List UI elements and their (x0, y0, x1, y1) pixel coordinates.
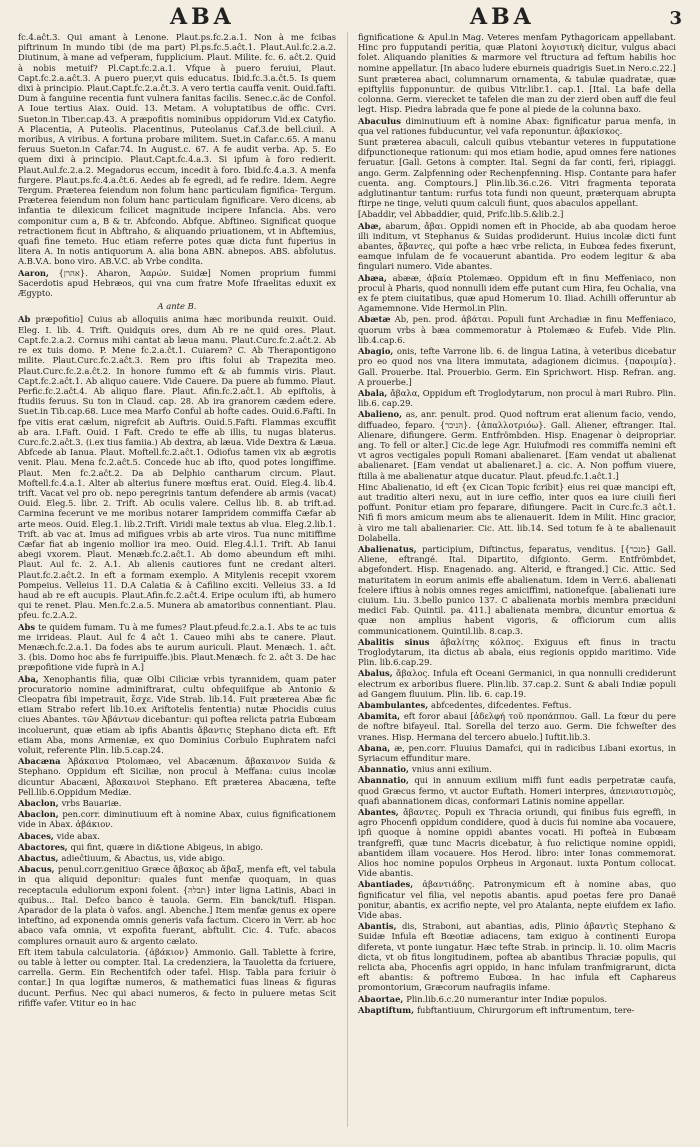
dictionary-entry (358, 711, 676, 742)
entry-text: Sunt præterea abaci, columnarum ornamenta, & tabulæ quadratæ, quæ epiftyliis fupponuntur. de quibus Vitr.libr.1. cap.1. [Ital. La bafe della colonna. Germ. vierecket te tafelen die man zu der zierd oben auff die feul legt. Hisp. Piedra labrada que fe pone al piede de la colunna baxo. (358, 73, 676, 115)
entry-headword: Abantes, (358, 807, 404, 818)
running-head-right: ABA (470, 4, 535, 30)
dictionary-entry (358, 775, 676, 806)
dictionary-entry (358, 994, 676, 1004)
entry-headword: Abaptiftum, (358, 1004, 417, 1015)
entry-headword: Abalienatus, (358, 543, 423, 554)
entry-text: Plin.lib.6.c.20 numerantur inter Indiæ populos. (406, 993, 608, 1004)
dictionary-entry (358, 700, 676, 710)
dictionary-entry (18, 268, 336, 299)
dictionary-entry (358, 807, 676, 878)
dictionary-entry (358, 314, 676, 345)
dictionary-entry (358, 921, 676, 992)
entry-text: adieĉtiuum, & Abactus, us, vide abigo. (61, 853, 226, 864)
dictionary-entry (358, 409, 676, 480)
entry-text: æ, pen.corr. Fluuius Damafci, qui in radicibus Libani exortus, in Syriacum effunditur mare. (358, 742, 676, 764)
dictionary-entry (358, 1005, 676, 1015)
dictionary-entry (358, 879, 676, 920)
entry-text: pen.corr. diminutiuum eft à nomine Abax, cuius fignificationem vide in Abax. ἀβάκιον. (18, 809, 336, 830)
entry-headword: Abannatio, (358, 775, 415, 786)
entry-text: vide abax. (56, 830, 100, 841)
dictionary-entry (18, 809, 336, 829)
entry-text: Sunt præterea abaculi, calculi quibus vtebantur veteres in fupputatione difpunctioneque rationum: qui mos etiam hodie, apud omnes fere nationes feruatur. [Gall. Getons à compter. Ital. Segni da far conti, ferì, ripiaggi. ango. Germ. Zalpfenning oder Rechenpfenning. Hisp. Contante para hafer cuenta. ang. Comptours.] Plin.lib.36.c.26. Vitri fragmenta teporata adglutinantur tantum: rurfus tota fundi non queunt, præterquam abrupta ftirpe ne tinge, veluti quum calculi fiunt, quos abaculos appellant. (358, 137, 676, 209)
entry-headword: Abactus, (18, 853, 62, 864)
dictionary-entry (18, 674, 336, 756)
entry-headword: Abacæna (18, 756, 68, 767)
left-column (18, 32, 336, 1130)
entry-headword: Abactores, (18, 841, 71, 852)
entry-text: eft foror abaui [ἀδελφή τοῦ προπάππου. Gall. La fœur du pere de noftre bifayeul. Ital. Sorella del terzo auo. Germ. Die fchweſter des vranes. Hisp. Hermana del tercero abuelo.] Iuftit.lib.3. (358, 711, 676, 742)
entry-headword: Abacus, (18, 864, 58, 875)
entry-headword: Abaclon, (18, 798, 62, 809)
entry-text: fubftantiuum, Chirurgorum eft inftrumentum, tere- (416, 1004, 635, 1015)
dictionary-entry (358, 74, 676, 115)
dictionary-entry (18, 32, 336, 267)
entry-text: ἀβαντιάδης. Patronymicum eft à nomine abas, quo fignificatur vel filia, vel nepotis abantis. apud poetas fere pro Danaë ponitur, abantis, ex acrifio nepte, vel pro Atalanta, nepte eiufdem ex Iafio. Vide abas. (358, 879, 676, 921)
entry-text: diminutiuum eft à nomine Abax: fignificatur parua menfa, in qua vel rationes fubducuntur, vel vafa reponuntur. ἀβακίσκος. (358, 115, 676, 136)
entry-text: penul.corr.genitiuo Græce ἄβακος ab ἄβαξ, menfa eft, vel tabula in qua aliquid deponitur: quales funt menfæ quoquam, in quas receptacula eduliorum exponi folent. {תבלה} inter ligna Latinis, Abaci in quibus... Ital. Defco banco è tauola. Germ. Ein banck/tufl. Hispan. Aparador de la plata ò vafos. angl. Abenche.] Item menfæ genus ex opere inteftino, ad exponenda omnis generis vafa factum. Cicero in Verr. ab hoc abaco vafa omnia, vt expofita fuerant, abftulit. Cic. 4. Tufc. abacos complures ornauit auro & argento cælato. (18, 864, 336, 946)
entry-headword: Abalus, (358, 668, 397, 679)
entry-headword: Abaculus (358, 115, 406, 126)
entry-headword: Abana, (358, 742, 395, 753)
entry-text: Hinc Abalienatio, id eft {ex Cican Topic fcribit} eius rei quæ mancipi eft, aut traditio alteri nexu, aut in iure ceffio, inter quos ea iure ciuili fieri poffunt. Ponitur etiam pro feparare, difiungere. Pacit in Curc.fc.3 aĉt.1. Nifi fi mors amicum meum abs te alienauerit. Idem in Milit. Hinc gracior, à viro me tali abalienarier. Cic. Att. lib.14. Sed totum fe à te abalienauit Dolabella. (358, 481, 676, 543)
entry-headword: Aba, (18, 673, 44, 684)
dictionary-entry (18, 756, 336, 797)
dictionary-entry (358, 116, 676, 136)
entry-text: onis, tefte Varrone lib. 6. de lingua Latina, à veteribus dicebatur pro eo quod nos vna litera immutata, adagionem dicimus. {παροιμία}. Gall. Prouerbe. Ital. Prouerbio. Germ. Ein Sprichwort. Hisp. Refran. ang. A prouerbe.] (358, 346, 676, 387)
entry-text: Ἀβάκαινα Ptolomæo, vel Abacænum. ἄβακαινον Suida & Stephano. Oppidum eft Siciliæ, non procul à Meffana: cuius incolæ dicuntur Abacæni, Ἀβακαινοὶ Stephano. Eft præterea Abacæna, tefte Pell.lib.6.Oppidum Mediæ. (18, 756, 336, 797)
entry-headword: Abaces, (18, 830, 57, 841)
dictionary-entry (358, 32, 676, 73)
entry-text: Eft item tabula calculatoria. {ἀβάκιον} Ammonio. Gall. Tablette à fcrire, ou table à letter ou compter. Ital. La credenziera, la Tauoletta da fcriuere, carrella. Germ. Ein Rechentifch oder tafel. Hisp. Tabla para fcriuir ò contar.] In qua logiftæ numeros, & mathematici fuas lineas & figuras ducunt. Perfius. Nec qui abaci numeros, & fecto in puluere metas Scit rififfe vafer. Vtitur eo in hac (18, 946, 336, 1008)
dictionary-entry (358, 209, 676, 219)
entry-headword: Abagio, (358, 346, 397, 357)
dictionary-entry (18, 622, 336, 673)
dictionary-entry (18, 301, 336, 311)
dictionary-entry (18, 853, 336, 863)
entry-headword: Abaortae, (358, 993, 407, 1004)
dictionary-entry (358, 482, 676, 543)
dictionary-entry (358, 764, 676, 774)
entry-headword: Abætæ (358, 314, 395, 325)
entry-text: A ante B. (157, 301, 197, 312)
dictionary-entry (358, 743, 676, 763)
dictionary-entry (358, 388, 676, 408)
entry-headword: Abantiades, (358, 879, 423, 890)
entry-text: fignificatione & Apul.in Mag. Veteres menfam Pythagoricam appellabant. Hinc pro fupputandi peritia, quæ Platoni λογιστικὴ dicitur, vulgus abaci folet. Aliquando planities & marmore vel ftructura ad feftum habilis hoc nomine appellatur. [In abaco ludere eburneis quadrigis Suet.in Nero.c.22.] (358, 32, 676, 73)
entry-text: ἄβαλος. Infula eft Oceani Germanici, in qua nonnulli crediderunt electrum ex arboribus fluere. Plin.lib. 37.cap.2. Sunt & abali Indiæ populi ad Gangem fluuium. Plin. lib. 6. cap.19. (358, 668, 676, 699)
dictionary-entry (18, 314, 336, 620)
entry-headword: Abæa, (358, 272, 393, 283)
entry-text: abææ, ἀβαία Ptolemæo. Oppidum eft in finu Meffeniaco, non procul à Pharis, quod nonnulli idem effe putant cum Hira, feu Ochalia, vna ex fe ptem ciuitatibus, quæ apud Homerum 10. Iliad. Achilli offeruntur ab Agamemnone. Vide Hermol.in Plin. (358, 272, 676, 314)
entry-text: [Abaddir, vel Abbaddier, quid, Prifc.lib.5.&lib.2.] (358, 209, 564, 220)
entry-text: Xenophantis filia, quæ Olbi Ciliciæ vrbis tyrannidem, quam pater procuratorio nomine adminiftrarat, cultu obfequiifque ab Antonio & Cleopatra fibi impetrauit, ἔσχε. Vide Strab. lib.14. Fuit præterea Abæ fic etiam Strabo refert lib.10.ex Ariftotelis fententia) nutæ Phocidis cuius ciues Abantes. τῶν Ἀβάντων dicebantur: qui poftea relicta patria Eubœam incoluerunt, quæ etiam ab ipfis Abantis ἄβαντις Stephano dicta eft. Eft etiam Aba, mons Armeniæ, ex quo Dominius Corbulo Euphratem nafci voluit, referente Plin. lib.5.cap.24. (18, 673, 336, 756)
dictionary-entry (358, 221, 676, 272)
page-number: 3 (669, 8, 682, 29)
entry-text: {אהרן}. Aharon, Ἀαρών. Suidæ] Nomen proprium fummi Sacerdotis apud Hebræos, qui vna cum fratre Mofe Ifraelitas eduxit ex Ægypto. (18, 267, 336, 299)
dictionary-entry (18, 842, 336, 852)
dictionary-entry (358, 137, 676, 208)
entry-text: fc.4.aĉt.3. Qui amant à Lenone. Plaut.ps.fc.2.a.1. Non à me fcibas piftrinum In mundo tibi (de ma part) Pl.ps.fc.5.aĉt.1. Plaut.Aul.fc.2.a.2. Diutinum, à mane ad vefperam, fupplicium. Plaut. Milite. fc. 6. aĉt.2. Quid à nobis metuif? Pl.Capt.fc.2.a.1. Vfque à puero feruiui, Plaut. Capt.fc.2.a.aĉt.3. A puero puer,vt quis educatus. Ibid.fc.3.a.ĉt.5. Is quem dixi à principio. Plaut.Capt.fc.2.a.ĉt.3. A vero tertia cauffa venit. Ouid.fafti. Dum à fanguine recentia funt vulnera fanitas facilis. Senec.c.ãc de Confol. A Ioue tertius Aiax. Ouid. 13. Metam. A voluptatibus de offic. Cvri. Sueton.in Tiber.cap.43. A præpofitis nominibus oppidorum Vid.ex Catyfio. A Placentia, A Puteolis. Placentinus, Puteolanus Caf.3.de bell.ciuil. A moribus, A viribus. A fortuna probare militem. Suet.in Cafar.c.65. A manu feruus Sueton.in Cafar.74. In August.c. 67. A fe audit verba. Ap. 5. Eo quem dixi à principio. Plaut.Capt.fc.4.a.3. Si ipfum à foro redierit. Plaut.Aul.fc.2.a.2. Megadorus eccum, incedit à foro. Ibid.fc.4.a.3. A menfa furgere. Plaut.ps.fc.4.a.ĉt.6. Aedes ab fe egredi, ad fe redire. Idem. Aegre Tergum. Præterea feiendum non folum hanc particulam fignifica- Tergum. Præterea feiendum non folum hanc particulam fignificare. Vero dicens, ab infantia te dilexicum fcilicet magnitude incipere Infancia. Abs. vero componitur cum a, B & tr. Abfcondo. Abfque. Abftineo. Significat quoque retractionem ficut in Abftraho, & aliquando priuationem, vt in Abftemius, quafi fine temeto. Huc etiam referre potes quæ dicta funt fuperius in litera A. In notis antiquorum A. alia bona ABN. abnepos. ABS. abfolutus. A.B.V.A. bono viro. AB.V.C. ab Vrbe condita. (18, 32, 336, 267)
entry-headword: Ab (18, 314, 36, 325)
entry-headword: Abannatio, (358, 764, 412, 775)
dictionary-entry (358, 637, 676, 668)
entry-headword: Abæ, (358, 220, 386, 231)
column-divider (347, 32, 348, 1127)
entry-headword: Abaclon, (18, 809, 63, 820)
entry-text: abarum, ἄβαι. Oppidi nomen eft in Phocide, ab aba quodam heroe illi inditum, vt Stephanus & Suidas prodiderunt. Huius incolæ dicti funt abantes, ἄβαντες, qui pofte a hæc vrbe relicta, in Eubœa fedes fixerunt, eamque infulam de fe vocauerunt abantida. Pro eodem legitur & aba fingulari numero. Vide abantes. (358, 220, 676, 272)
entry-text: abfcedentes, difcedentes. Feftus. (431, 700, 572, 710)
dictionary-entry (358, 273, 676, 314)
entry-text: qui in annuum exilium miffi funt eadis perpetratæ caufa, quod Græcus fermo, vt auctor Euftath. Homeri interpres, ἀπενιαυτισμὸς, quafi abannationem dicas, conformari Latinis nomine appellar. (358, 775, 676, 806)
entry-text: præpofitio] Cuius ab alloquiis anima hæc moribunda reuixit. Ouid. Eleg. I. lib. 4. Trift. Quidquis ores, dum Ab re ne quid ores. Plaut. Capt.fc.2.a.2. Cornus mihi cantat ab læua manu. Plaut.Curc.fc.2.aĉt.2. Ab re ex tuis domo. P. Mene fc.2.a.ĉt.1. Cuiarem? C. Ab Therapontigono milite. Plaut.Curc.fc.2.aĉt.3. Rem pro iftis folui ab Trapezita meo. Plaut.Curc.fc.2.a.ĉt.2. In honore fummo eft & ab fummis viris. Plaut. Capt.fc.2.aĉt.1. Ab aliquo cauere. Vide Cauere. Da puere ab fummo. Plaut. Perfic.fc.2.aĉt.4. Ab aliquo flare. Plaut. Afin.fc.2.aĉt.1. Ab epiftolis, à ftudiis feruus. Su ton in Claud. cap. 28. Ab ira granorem cædem edere. Suet.in Tib.cap.68. Luce mea Marfo Conful ab hofte cades. Ouid.6.Fafti. In fpe vitis erat cælum, nigrefcit ab Auftris. Ouid.5.Fafti. Flammas excuffit ab ara. I.Faft. Ouid. I Faft. Credo te effe ab illis, tu nugas blaterus. Curc.fc.2.aĉt.3. (i.ex tius famiia.) Ab dextra, ab læua. Vide Dextra & Læua. Abfcede ab Ianua. Plaut. Moftell.fc.2.aĉt.1. Odiofus tamen vix ab ægrotis venit. Plau. Mena fc.2.aĉt.5. Concede huc ab ifto, quod potes longiffime. Plaut. Men fc.2.aĉt.2. Da ab Delphio cantharum circum. Plaut. Moftell.fc.4.a.1. Alter ab alterius funere mœftus erat. Ouid. Eleg.4. lib.4. trift. Vacat vel pro ob. nepo peregrinis tantum defendere ab armis (vacat) Ouid. Eleg.5. libr. 2. Trift. Ab oculis valere. Cellus lib. 8. ab trift.ad. Carmina fecerunt ve me moribus notarer Iampridem commiffa Cæfar ab arte meos. Ouid. Eleg.1. lib.2.Trift. Viridi male textus ab vlua. Eleg.2.lib.1. Trift. ab vac at. Imus ad mifigues vrbis ab arte viros. Tua nunc mitiffime Cæfar fiat ab ingenio mollior ira meo. Ouid. Eleg.4.l.1. Trift. Ab Ianui abegi vxorem. Plaut. Menæb.fc.2.aĉt.1. Ab domo abeundum eft mihi. Plaut. Aul fc. 2. A.1. Ab alienis cautiores funt ne credant alteri. Plaut.fc.2.aĉt.2. In eft a formam exemplo. A Mitylenis recepit vxorem Pompeius. Velleius 11. D.A Calatia & à Cafilino exciti. Velleius 33. a Id haud ab re eft aucupis. Plaut.Afin.fc.2.aĉt.4. Eripe oculum iftì, ab humero qui te renet. Plau. Men.fc.2.a.5. Munera ab amatoribus connentiant. Plau. pfeu. fc.2.A.2. (18, 314, 336, 621)
entry-text: ἄβαντες. Populi ex Thracia oriundi, qui finibus fuis egreffi, in agro Phocenfi oppidum condidere, quod à ducis fui nomine aba vocauere, ipfi quoque à nomine oppidi abantes vocati. Hi pofteà in Eubœam tranfgreffi, quæ tunc Macris dicebatur, à fuo relictique nomine oppidi, abantidem illam vocauere. Hos Herod. libro: inter Ionas commemorat. Alios hoc nomine populos Orpheus in Argonaut. iuxta Pontum collocat. Vide abantis. (358, 807, 676, 879)
dictionary-entry (18, 831, 336, 841)
entry-headword: Abala, (358, 387, 391, 398)
right-column (358, 32, 676, 1130)
entry-text: Ab, pen. prod. ἀβάται. Populi funt Archadiæ in finu Meffeniaco, quorum vrbs à bæa commemoratur à Ptolemæo & Eufeb. Vide Plin. lib.4.cap.6. (358, 314, 676, 345)
entry-text: te quidem fumam. Tu à me fumes? Plaut.pfeud.fc.2.a.1. Abs te ac tuis me irrideas. Plaut. Aul fc 4 aĉt 1. Caueo mihi abs te canere. Plaut. Menæch.fc.2.a.1. Da fodes abs te aurum auriculi. Plaut. Menæch. 1. aĉt. 3. (bis. Domo hoc abs fe furripuiffe.)bis. Plaut.Menæch. fc 2. aĉt 3. De hac præpofitione vide fuprà in A.] (18, 621, 336, 673)
entry-text: dis, Straboni, aut abantias, adis, Plinio ἀβαντὶς Stephano & Suidæ Infula eft Bœotiæ adiacens, tam exiguo à continenti Europa difereta, vt ponte iungatur. Hæc tefte Strab. in princip. li. 10. olim Macris dicta, vt ob fitus longitudinem, poftea ab abantibus Thraciæ populis, qui relicta aba, Phocenfis agri oppido, in hanc infulam tranfmigrarunt, dicta eft abantis: & poftremo Eubœa. In hac infula eft Caphareus promontorium, Græcorum naufragiis infame. (358, 921, 676, 993)
dictionary-entry (358, 668, 676, 699)
entry-headword: Aaron, (18, 267, 59, 278)
entry-headword: Abalieno, (358, 409, 406, 420)
running-head-left: ABA (170, 4, 235, 30)
entry-headword: Abalitis sinus (358, 636, 441, 647)
entry-text: as, anr. penult. prod. Quod noftrum erat alienum facio, vendo, diffuadeo, feparo. {הניכר}. {ἀπαλλοτριόω}. Gall. Aliener, eftranger. Ital. Alienare, difiungere. Germ. Entfrömbden. Hisp. Enagenar ò deipropriar. ang. To fell or alter.] Cic.de lege Agr. Huiufmodi res commiffa nemini eft vt agros vectigales populi Romani abalienaret. [Eam vendat ut abalienat abalienaret. [Eam vendat ut abalienaret.] a. cic. A. Non poffum viuere, ftilla à me abalienatur atque ducatur. Plaut. pfeud.fc.1.aĉt.1.] (358, 409, 676, 481)
dictionary-entry (358, 544, 676, 636)
entry-text: vrbs Bauariæ. (61, 798, 122, 809)
dictionary-entry (18, 798, 336, 808)
entry-text: vnius anni exilium. (411, 764, 492, 775)
dictionary-entry (18, 864, 336, 946)
dictionary-entry (358, 346, 676, 387)
entry-text: participium, Diftinctus, feparatus, venditus. [{מנכר} Gall. Aliene, eftrangé. Ital. Dipartito, difgionto. Germ. Entfrömbdet, abgefondert. Hisp. Enagenado. ang. Alterid, e ftranged.] Cic. Attic. Sed maturitatem in eorum animis effe abalienatum. Idem in Verr.6. abalienati fcelere iftius à nobis omnes reges amiciffimi, nationefque. [abalienati iure ciuium. Liu. 3.bello punico 137. C abalienata morbis membra præciduni medici Fab. Quintil. pa. 411.] abalienata membra, dicuntur emortua & quæ non amplius habent vigoris, & officiorum cum aliis communicationem. Quintil.lib. 8.cap.3. (358, 543, 676, 636)
entry-text: qui fint, quære in di&tione Abigeus, in abigo. (70, 841, 264, 852)
page-header (0, 4, 700, 30)
entry-headword: Abamita, (358, 711, 404, 722)
entry-headword: Abs (18, 621, 39, 632)
entry-text: ἄβαλα, Oppidum eft Troglodytarum, non procul à mari Rubro. Plin. lib.6. cap.29. (358, 387, 676, 409)
entry-headword: Abantis, (358, 921, 403, 932)
dictionary-entry (18, 947, 336, 1008)
entry-headword: Abambulantes, (358, 700, 432, 710)
entry-text: ἀβαλίτης κόλπος. Exiguus eft finus in tractu Troglodytarum, ita dictus ab abala, eius regionis oppido maritimo. Vide Plin. lib.6.cap.29. (358, 636, 676, 668)
